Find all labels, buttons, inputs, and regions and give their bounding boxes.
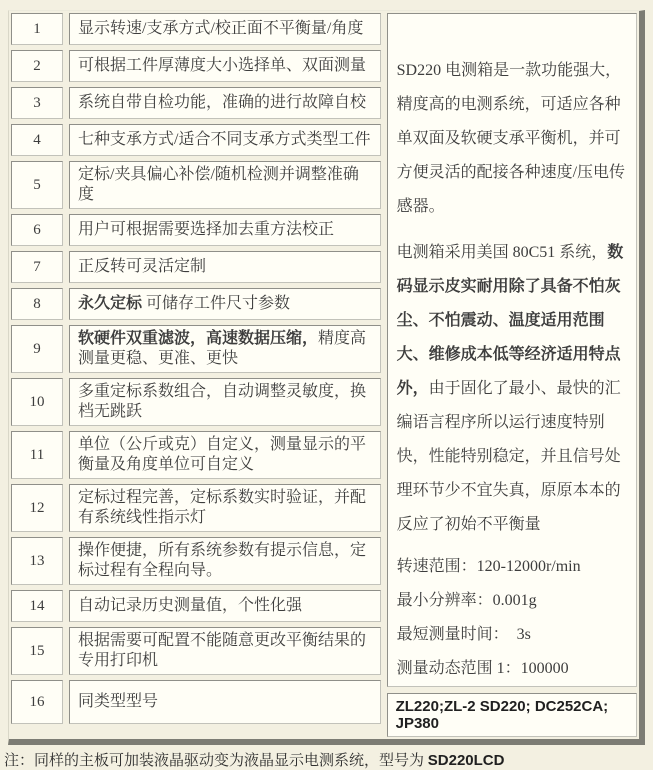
feature-desc: [69, 590, 381, 622]
description-column: [387, 13, 637, 737]
feature-desc: [69, 251, 381, 283]
row-number-text: 5: [33, 176, 41, 193]
row-number: [11, 124, 63, 156]
feature-desc: [69, 13, 381, 45]
spec-line-measure-time: 最短测量时间： 3s: [396, 626, 531, 643]
spec-line-speed-range: 转速范围：120-12000r/min: [396, 558, 581, 575]
table-row: [11, 484, 381, 532]
table-row: [11, 124, 381, 156]
row-number-text: 10: [29, 393, 45, 410]
feature-desc-text: 根据需要可配置不能随意更改平衡结果的专用打印机: [78, 632, 367, 669]
row-number-text: 3: [33, 94, 41, 111]
row-number: [11, 13, 63, 45]
table-row: [11, 537, 381, 585]
table-row: [11, 214, 381, 246]
spec-line-resolution: 最小分辨率：0.001g: [396, 592, 537, 609]
row-number: [11, 680, 63, 724]
feature-desc-text: 定标过程完善，定标系数实时验证，并配有系统线性指示灯: [78, 489, 367, 526]
feature-desc-text: 精度高测量更稳、更准、更快: [78, 330, 367, 367]
row-number: [11, 288, 63, 320]
row-number: [11, 378, 63, 426]
feature-desc: [69, 325, 381, 373]
product-body-text: 由于固化了最小、最快的汇编语言程序所以运行速度特别快，性能特别稳定，并且信号处理环节少不宜失真，原原本本的反应了初始不平衡量: [396, 380, 621, 533]
feature-desc-text: 多重定标系数组合，自动调整灵敏度，换档无跳跃: [78, 383, 367, 420]
feature-desc-text: 显示转速/支承方式/校正面不平衡量/角度: [78, 20, 364, 37]
row-number: [11, 251, 63, 283]
similar-models-cell: ZL220;ZL-2 SD220; DC252CA; JP380: [387, 693, 637, 737]
row-number: [11, 537, 63, 585]
row-number-text: 6: [33, 221, 41, 238]
table-row: [11, 87, 381, 119]
feature-desc-text: 七种支承方式/适合不同支承方式类型工件: [78, 131, 371, 148]
feature-desc: [69, 431, 381, 479]
row-number-text: 1: [33, 20, 41, 37]
spec-table-body: [11, 13, 637, 737]
table-row: [11, 627, 381, 675]
table-row: [11, 680, 381, 724]
feature-desc-text: 单位（公斤或克）自定义，测量显示的平衡量及角度单位可自定义: [78, 436, 367, 473]
feature-desc-text: 自动记录历史测量值，个性化强: [78, 597, 303, 614]
feature-desc-text: 正反转可灵活定制: [78, 258, 207, 275]
feature-desc: [69, 484, 381, 532]
row-number: [11, 161, 63, 209]
table-row: [11, 50, 381, 82]
product-intro: SD220 电测箱是一款功能强大，精度高的电测系统，可适应各种单双面及软硬支承平衡机，并可方便灵活的配接各种速度/压电传感器。: [396, 62, 626, 215]
feature-desc: [69, 537, 381, 585]
feature-desc: [69, 161, 381, 209]
row-number-text: 16: [29, 693, 45, 710]
row-number: [11, 50, 63, 82]
table-row: [11, 325, 381, 373]
product-description-cell: [387, 13, 637, 687]
row-number-text: 13: [29, 552, 45, 569]
row-number-text: 14: [29, 597, 45, 614]
table-row: [11, 161, 381, 209]
table-row: [11, 590, 381, 622]
feature-desc-bold: 软硬件双重滤波，高速数据压缩，: [78, 330, 319, 347]
footnote: [4, 752, 653, 770]
feature-desc-text: 定标/夹具偏心补偿/随机检测并调整准确度: [78, 166, 359, 203]
table-row: [11, 251, 381, 283]
spec-table: [8, 10, 645, 745]
row-number-text: 8: [33, 295, 41, 312]
spec-line-dynamic-range: 测量动态范围 1：100000: [396, 660, 569, 677]
product-body-bold: 数码显示皮实耐用除了具备不怕灰尘、不怕震动、温度适用范围大、维修成本低等经济适用特点外，: [396, 244, 624, 397]
row-number-text: 7: [33, 258, 41, 275]
feature-desc: [69, 214, 381, 246]
feature-desc-text: 用户可根据需要选择加去重方法校正: [78, 221, 335, 238]
feature-desc-text: 可根据工件厚薄度大小选择单、双面测量: [78, 57, 367, 74]
feature-desc: [69, 87, 381, 119]
row-number-text: 4: [33, 131, 41, 148]
row-number: [11, 590, 63, 622]
row-number: [11, 627, 63, 675]
row-number: [11, 214, 63, 246]
product-body: [397, 236, 627, 542]
feature-desc-bold: 永久定标: [78, 295, 143, 312]
feature-desc: [69, 288, 381, 320]
feature-desc-text: 同类型型号: [78, 693, 159, 710]
product-body-text: 电测箱采用美国 80C51 系统，: [396, 244, 608, 261]
row-number-text: 2: [33, 57, 41, 74]
row-number: [11, 431, 63, 479]
table-row: [11, 13, 381, 45]
spec-list: [397, 550, 627, 686]
feature-desc: [69, 378, 381, 426]
footnote-model: SD220LCD: [427, 752, 505, 769]
feature-desc: [69, 124, 381, 156]
feature-desc: [69, 680, 381, 724]
feature-desc-text: 系统自带自检功能，准确的进行故障自校: [78, 94, 367, 111]
table-row: [11, 288, 381, 320]
row-number: [11, 484, 63, 532]
feature-desc: [69, 50, 381, 82]
table-row: [11, 431, 381, 479]
footnote-text: 注：同样的主板可加装液晶驱动变为液晶显示电测系统，型号为: [4, 753, 428, 769]
feature-desc-text: 可储存工件尺寸参数: [142, 295, 291, 312]
table-row: [11, 378, 381, 426]
row-number-text: 15: [29, 642, 45, 659]
row-number-text: 11: [29, 446, 45, 463]
row-number: [11, 325, 63, 373]
feature-desc-text: 操作便捷，所有系统参数有提示信息，定标过程有全程向导。: [78, 542, 367, 579]
row-number: [11, 87, 63, 119]
row-number-text: 12: [29, 499, 45, 516]
feature-desc: [69, 627, 381, 675]
row-number-text: 9: [33, 340, 41, 357]
feature-column: [11, 13, 381, 737]
